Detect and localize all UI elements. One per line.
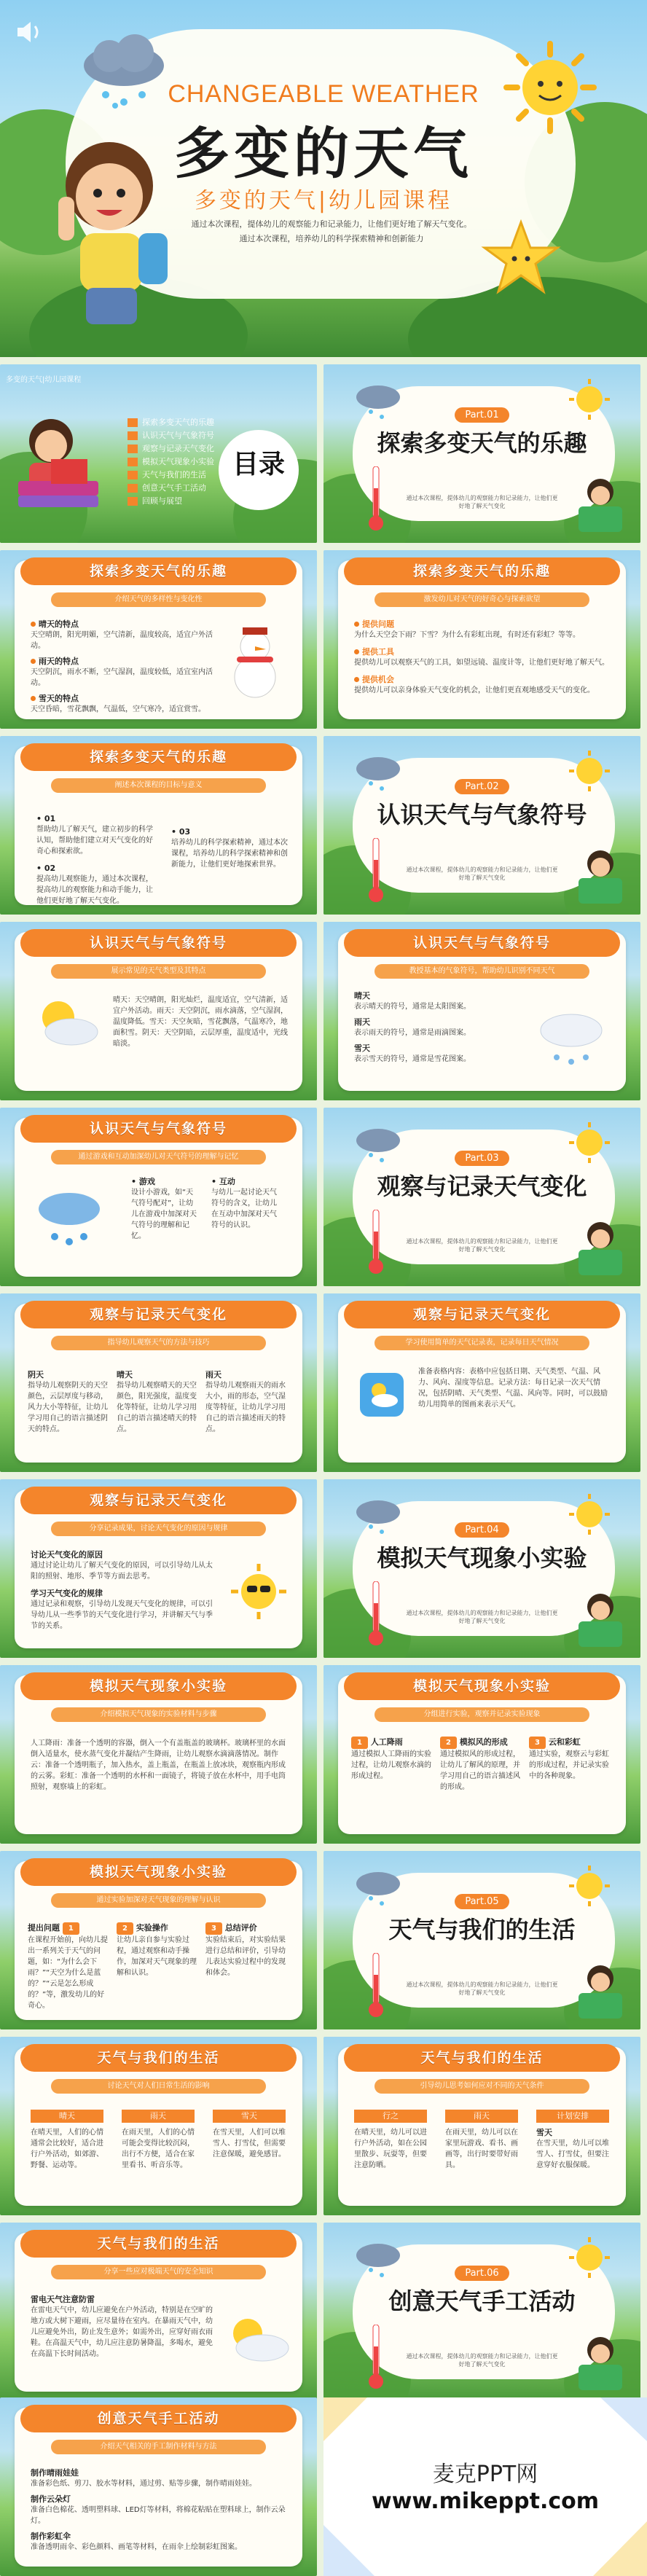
hero-english-title: CHANGEABLE WEATHER — [168, 80, 479, 108]
column-text: 在雪天里，人们可以堆雪人、打雪仗，但需要注意保暖，避免感冒。 — [213, 2129, 286, 2158]
weather-app-icon — [360, 1373, 404, 1417]
slide-part-03 — [324, 1108, 640, 1286]
slide-title: 天气与我们的生活 — [20, 2044, 297, 2072]
part-label: Part.01 — [455, 407, 509, 423]
goal-item: • 01 帮助幼儿了解天气，建立初步的科学认知，帮助他们建立对天气变化的好奇心和探索欲。 — [36, 814, 153, 856]
slide-subtitle: 通过游戏和互动加深幼儿对天气符号的理解与记忆 — [51, 1150, 266, 1164]
part-label: Part.02 — [455, 779, 509, 794]
column-text: 在雨天里，人们的心情可能会变得比较沉闷，出行不方便，适合在家里看书、听音乐等。 — [122, 2129, 195, 2169]
slide-part-04 — [324, 1479, 640, 1658]
reading-child-illustration — [564, 1960, 630, 2026]
slide-s3 — [0, 736, 317, 915]
brand-url[interactable]: www.mikeppt.com — [372, 2489, 599, 2514]
slide-title: 探索多变天气的乐趣 — [344, 557, 620, 585]
slide-s12 — [0, 1851, 317, 2029]
slide-s1 — [0, 550, 317, 729]
slide-s5 — [324, 922, 640, 1100]
slide-title: 天气与我们的生活 — [20, 2230, 297, 2258]
safety-text: 雷电天气注意防雷 在雷电天气中，幼儿应避免在户外活动，特别是在空旷的地方或大树下避雨，应尽量待在室内。在暴雨天气中，幼儿应避免外出，防止发生意外；如需外出，应穿好雨衣雨鞋。在高温天气中，幼儿应注意防暑降温，多喝水，避免在高温下长时间活动。 — [31, 2295, 213, 2358]
bullet-list: 晴天的特点 天空晴朗，阳光明媚，空气清新，温度较高，适宜户外活动。 雨天的特点 天空阴沉，雨水不断，空气湿润，温度较低，适宜室内活动。 雪天的特点 天空昏暗，雪花飘飘，气温低，空气寒冷，适宜赏雪。 — [31, 619, 213, 713]
part-title: 探索多变天气的乐趣 — [377, 429, 587, 457]
slide-s14 — [324, 2037, 640, 2215]
slide-s10 — [0, 1665, 317, 1844]
toc-item[interactable]: 认识天气与气象符号 — [128, 430, 214, 442]
slide-subtitle: 介绍天气的多样性与变化性 — [51, 592, 266, 607]
slide-subtitle: 教授基本的气象符号，帮助幼儿识别不同天气 — [375, 964, 589, 979]
slide-s8 — [324, 1293, 640, 1472]
slide-title: 认识天气与气象符号 — [20, 1115, 297, 1143]
sun-cloud-icon — [222, 2313, 291, 2368]
step-block: 2 实验操作 让幼儿亲自参与实验过程，通过观察和动手操作，加深对天气现象的理解和认识。 — [117, 1923, 197, 1977]
bullet-dot-icon — [31, 622, 36, 627]
slide-subtitle: 分组进行实验，观察并记录实验现象 — [375, 1707, 589, 1722]
experiment-text: 人工降雨：准备一个透明的容器，倒入一个有盖瓶盖的玻璃杯。玻璃杯里的水面倒入适量水，使水蒸气变化并凝结产生降雨，让幼儿观察水滴滴落情况。制作云：准备一个透明瓶子，加入热水，盖上瓶盖，在瓶盖上放冰块，观察瓶内形成的云雾。彩虹：准备一个透明的水杯和一面镜子，将镜子放在水杯中，用手电筒照射，观察墙上的彩虹。 — [31, 1739, 286, 1791]
column-text: 在晴天里，幼儿可以进行户外活动，如在公园里散步、玩耍等，但要注意防晒。 — [354, 2129, 427, 2169]
step-block: 3 总结评价 实验结束后，对实验结果进行总结和评价，引导幼儿表达实验过程中的发现和体会。 — [205, 1923, 286, 1977]
bullet-list: 制作晴雨娃娃 准备彩色纸、剪刀、胶水等材料，通过剪、贴等步骤，制作晴雨娃娃。 制作云朵灯 准备白色棉花、透明塑料球、LED灯等材料，将棉花粘贴在塑料球上，制作云朵灯。 制作彩虹伞 准备透明雨伞、彩色颜料、画笔等材料，在雨伞上绘制彩虹图案。 — [31, 2468, 286, 2551]
column-block: 3 云和彩虹 通过实验，观察云与彩虹的形成过程，并记录实验中的各种现象。 — [529, 1737, 609, 1780]
slide-subtitle: 讨论天气对人们日常生活的影响 — [51, 2079, 266, 2094]
slide-part-02 — [324, 736, 640, 915]
part-title: 天气与我们的生活 — [388, 1916, 576, 1943]
part-description: 通过本次课程，提体幼儿的观察能力和记录能力，让他们更好地了解天气变化 — [406, 1238, 558, 1253]
content-card — [15, 1489, 302, 1648]
content-card — [15, 560, 302, 719]
slide-s6 — [0, 1108, 317, 1286]
column-header: 行之 — [354, 2110, 427, 2123]
game-block: • 游戏 设计小游戏，如“天气符号配对”，让幼儿在游戏中加深对天气符号的理解和记忆。 — [131, 1177, 197, 1240]
toc-item[interactable]: 创意天气手工活动 — [128, 482, 206, 494]
hero-description: 通过本次课程，提体幼儿的观察能力和记录能力，让他们更好地了解天气变化。通过本次课程，培养幼儿的科学探索精神和创新能力 — [191, 219, 472, 243]
toc-item[interactable]: 天气与我们的生活 — [128, 469, 206, 481]
slide-subtitle: 引导幼儿思考如何应对不同的天气条件 — [375, 2079, 589, 2094]
thermometer-icon — [367, 1581, 385, 1647]
part-description: 通过本次课程，提体幼儿的观察能力和记录能力，让他们更好地了解天气变化 — [406, 2353, 558, 2368]
column-header: 雪天 — [213, 2110, 286, 2123]
content-card — [338, 932, 626, 1091]
hero-title: 多变的天气 — [174, 121, 473, 186]
slide-title: 模拟天气现象小实验 — [20, 1858, 297, 1886]
slide-s16 — [0, 2397, 317, 2576]
toc-item[interactable]: 回顾与展望 — [128, 496, 182, 507]
thermometer-icon — [367, 1953, 385, 2019]
brand-panel — [324, 2397, 647, 2576]
part-description: 通过本次课程，提体幼儿的观察能力和记录能力，让他们更好地了解天气变化 — [406, 1610, 558, 1624]
slide-subtitle: 介绍天气相关的手工制作材料与方法 — [51, 2440, 266, 2454]
slide-part-01 — [324, 364, 640, 543]
bullet-dot-icon — [354, 649, 359, 654]
column-text: 在雨天里，幼儿可以在家里玩游戏、看书、画画等，出行时要带好雨具。 — [445, 2129, 518, 2169]
column-text: 雪天 在雪天里，幼儿可以堆雪人、打雪仗，但要注意穿好衣服保暖。 — [536, 2128, 609, 2169]
column-block: 2 模拟风的形成 通过模拟风的形成过程，让幼儿了解风的原理，并学习用自己的语言描述风的形成。 — [440, 1737, 520, 1791]
sun-sunglasses-icon — [230, 1562, 288, 1621]
slide-subtitle: 介绍模拟天气现象的实验材料与步骤 — [51, 1707, 266, 1722]
goal-item: • 02 提高幼儿观察能力，通过本次课程，提高幼儿的观察能力和动手能力，让他们更好地了解天气变化。 — [36, 864, 153, 905]
toc-item[interactable]: 探索多变天气的乐趣 — [128, 417, 214, 428]
content-card — [15, 2047, 302, 2206]
slide-subtitle: 学习使用简单的天气记录表，记录每日天气情况 — [375, 1336, 589, 1350]
slide-title: 模拟天气现象小实验 — [20, 1672, 297, 1700]
reading-child-illustration — [564, 1217, 630, 1283]
content-card — [15, 746, 302, 905]
slide-subtitle: 阐述本次课程的目标与意义 — [51, 778, 266, 793]
column-block: 1 人工降雨 通过模拟人工降雨的实验过程，让幼儿观察水滴的形成过程。 — [351, 1737, 431, 1780]
bullet-dot-icon — [31, 659, 36, 664]
part-title: 模拟天气现象小实验 — [377, 1544, 587, 1572]
slide-part-05 — [324, 1851, 640, 2029]
part-description: 通过本次课程，提体幼儿的观察能力和记录能力，让他们更好地了解天气变化 — [406, 495, 558, 509]
bullet-dot-icon — [354, 677, 359, 682]
goal-item: • 03 培养幼儿的科学探索精神，通过本次课程，培养幼儿的科学探索精神和创新能力，让他们更好地探索世界。 — [171, 827, 288, 869]
part-title: 观察与记录天气变化 — [377, 1172, 587, 1200]
slide-title: 创意天气手工活动 — [20, 2405, 297, 2432]
brand-name: 麦克PPT网 — [432, 2462, 538, 2487]
part-label: Part.05 — [455, 1894, 509, 1909]
content-card — [15, 2233, 302, 2392]
slide-subtitle: 指导幼儿观察天气的方法与技巧 — [51, 1336, 266, 1350]
content-card — [15, 1304, 302, 1463]
slide-s2 — [324, 550, 640, 729]
slide-s9 — [0, 1479, 317, 1658]
toc-corner-label: 多变的天气|幼儿园课程 — [6, 376, 82, 384]
column-header: 计划安排 — [536, 2110, 609, 2123]
slide-title: 探索多变天气的乐趣 — [20, 743, 297, 771]
thermometer-icon — [367, 838, 385, 904]
bullet-list: 晴天 表示晴天的符号，通常是太阳图案。 雨天 表示雨天的符号，通常是雨滴图案。 雪天 表示雪天的符号，通常是雪花图案。 — [354, 991, 471, 1063]
part-label: Part.04 — [455, 1522, 509, 1538]
slide-toc — [0, 364, 317, 543]
part-label: Part.03 — [455, 1151, 509, 1166]
content-card — [338, 2047, 626, 2206]
slide-title: 模拟天气现象小实验 — [344, 1672, 620, 1700]
rain-cloud-icon — [33, 1187, 106, 1253]
column-block: 晴天 指导幼儿观察晴天的天空颜色，阳光强度，温度变化等特征，让幼儿学习用自己的语言描述晴天的特点。 — [117, 1370, 197, 1433]
bullet-dot-icon — [31, 696, 36, 701]
bullet-list: 讨论天气变化的原因 通过讨论让幼儿了解天气变化的原因，可以引导幼儿从太阳的照射、地形、季节等方面去思考。 学习天气变化的规律 通过记录和观察，引导幼儿发现天气变化的规律，可以引导幼儿从一些季节的天气变化进行学习，并讲解天气与季节的关系。 — [31, 1550, 213, 1630]
slide-subtitle: 分享一些应对极端天气的安全知识 — [51, 2265, 266, 2279]
part-description: 通过本次课程，提体幼儿的观察能力和记录能力，让他们更好地了解天气变化 — [406, 866, 558, 881]
column-header: 雨天 — [122, 2110, 195, 2123]
hero-slide — [0, 0, 647, 357]
column-block: 雨天 指导幼儿观察雨天的雨水大小，雨的形态，空气湿度等特征，让幼儿学习用自己的语言描述雨天的特点。 — [205, 1370, 286, 1433]
slide-s13 — [0, 2037, 317, 2215]
hero-subtitle: 多变的天气|幼儿园课程 — [194, 188, 453, 214]
slide-subtitle: 展示常见的天气类型及其特点 — [51, 964, 266, 979]
record-text: 准备表格内容：表格中应包括日期、天气类型、气温、风力、风向、湿度等信息。记录方法：每日记录一次天气情况，包括阴晴、天气类型、气温、风向等。同时，可以鼓励幼儿用简单的图画来表示天气。 — [418, 1368, 608, 1409]
reading-child-illustration — [7, 408, 109, 517]
reading-child-illustration — [564, 845, 630, 911]
reading-child-illustration — [564, 474, 630, 539]
column-header: 晴天 — [31, 2110, 103, 2123]
snow-cloud-icon — [535, 1005, 608, 1070]
slide-s11 — [324, 1665, 640, 1844]
step-block: 提出问题 1 在课程开始前，向幼儿提出一系列关于天气的问题，如：“为什么会下雨？”“天空为什么是蓝的？”“云是怎么形成的？”等，激发幼儿的好奇心。 — [28, 1923, 108, 2010]
slide-title: 观察与记录天气变化 — [344, 1301, 620, 1328]
weather-types-text: 晴天：天空晴朗，阳光灿烂，温度适宜，空气清新，适宜户外活动。雨天：天空阴沉，雨水滴落，空气湿润，温度降低。雪天：天空灰暗，雪花飘落，气温寒冷，地面积雪。阴天：天空阴暗，云层厚重，温度适中，光线暗淡。 — [113, 996, 288, 1048]
slide-s15 — [0, 2223, 317, 2401]
thermometer-icon — [367, 1210, 385, 1275]
slide-subtitle: 通过实验加深对天气现象的理解与认识 — [51, 1893, 266, 1908]
slide-title: 观察与记录天气变化 — [20, 1487, 297, 1514]
reading-child-illustration — [564, 2332, 630, 2397]
reading-child-illustration — [564, 1589, 630, 1654]
slide-title: 探索多变天气的乐趣 — [20, 557, 297, 585]
slide-title: 天气与我们的生活 — [344, 2044, 620, 2072]
snowman-icon — [222, 619, 288, 699]
bullet-list: 提供问题 为什么天空会下雨？下雪？为什么有彩虹出现，有时还有彩虹？等等。 提供工具 提供幼儿可以观察天气的工具，如望远镜、温度计等，让他们更好地了解天气。 提供机会 提供幼儿可以亲身体验天气变化的机会，让他们更直观地感受天气的变化。 — [354, 619, 609, 694]
content-card — [15, 932, 302, 1091]
column-text: 在晴天里，人们的心情通常会比较好，适合进行户外活动，如郊游、野餐、运动等。 — [31, 2129, 103, 2169]
part-description: 通过本次课程，提体幼儿的观察能力和记录能力，让他们更好地了解天气变化 — [406, 1981, 558, 1996]
slide-title: 观察与记录天气变化 — [20, 1301, 297, 1328]
toc-label: 目录 — [232, 450, 285, 479]
content-card — [338, 1675, 626, 1834]
content-card — [15, 2408, 302, 2567]
part-title: 创意天气手工活动 — [388, 2287, 576, 2315]
interaction-block: • 互动 与幼儿一起讨论天气符号的含义，让幼儿在互动中加深对天气符号的认识。 — [211, 1177, 277, 1229]
speaker-icon[interactable] — [13, 16, 45, 48]
slide-part-06 — [324, 2223, 640, 2401]
slide-subtitle: 激发幼儿对天气的好奇心与探索欲望 — [375, 592, 589, 607]
part-title: 认识天气与气象符号 — [377, 801, 587, 829]
slide-subtitle: 分享记录成果，讨论天气变化的原因与规律 — [51, 1522, 266, 1536]
slide-title: 认识天气与气象符号 — [20, 929, 297, 957]
sun-cloud-icon — [29, 994, 102, 1052]
toc-item[interactable]: 模拟天气现象小实验 — [128, 456, 214, 468]
column-header: 雨天 — [445, 2110, 518, 2123]
content-card — [15, 1675, 302, 1834]
content-card — [15, 1861, 302, 2020]
content-card — [338, 1304, 626, 1463]
thermometer-icon — [367, 466, 385, 532]
part-label: Part.06 — [455, 2266, 509, 2281]
content-card — [338, 560, 626, 719]
bullet-dot-icon — [354, 622, 359, 627]
content-card — [15, 1118, 302, 1277]
star-character-icon — [481, 219, 561, 299]
toc-item[interactable]: 观察与记录天气变化 — [128, 443, 214, 455]
column-block: 阴天 指导幼儿观察阴天的天空颜色，云层厚度与移动，风力大小等特征，让幼儿学习用自己的语言描述阴天的特点。 — [28, 1370, 108, 1433]
slide-title: 认识天气与气象符号 — [344, 929, 620, 957]
thermometer-icon — [367, 2325, 385, 2390]
slide-s4 — [0, 922, 317, 1100]
slide-s7 — [0, 1293, 317, 1472]
